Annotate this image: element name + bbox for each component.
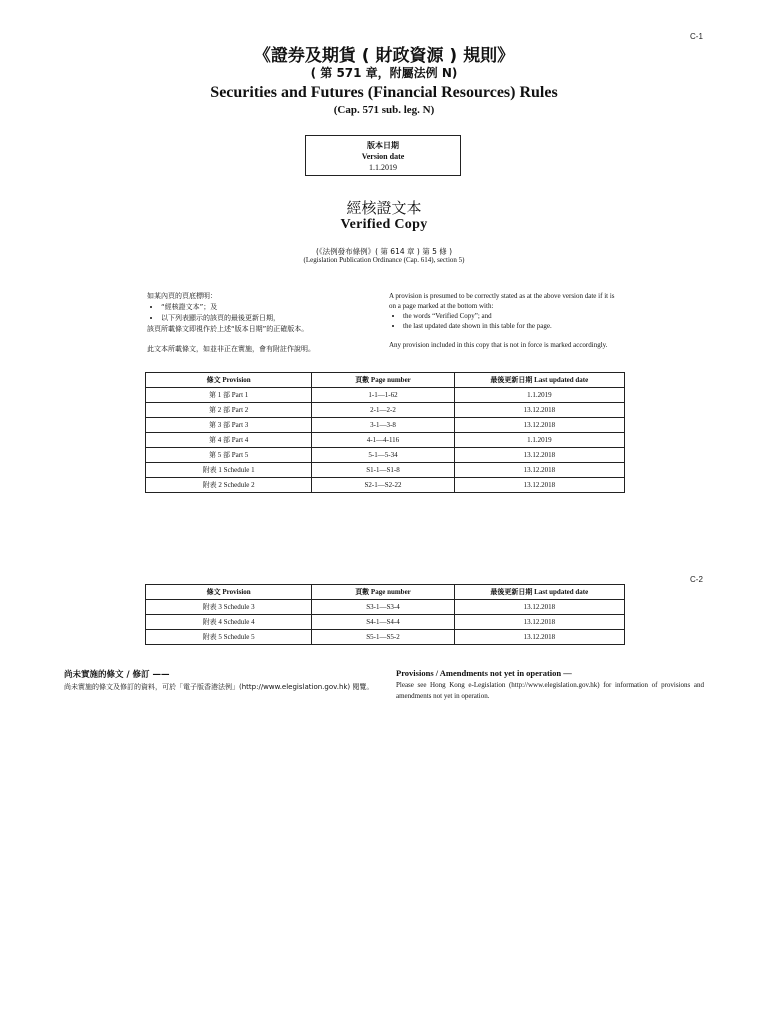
cell-last-updated: 13.12.2018 — [454, 615, 624, 630]
page-code-c2: C-2 — [690, 575, 703, 584]
not-in-operation-heading-en: Provisions / Amendments not yet in operation — — [396, 668, 572, 678]
title-chinese: 《證券及期貨 ( 財政資源 ) 規則》 — [253, 46, 515, 66]
cell-page-number: S1-1—S1-8 — [312, 463, 454, 478]
not-in-operation-body-zh: 尚未實施的條文及修訂的資料，可於「電子版香港法例」(http://www.elegislation.gov.hk) 閱覽。 — [64, 683, 374, 691]
version-date-box — [305, 135, 461, 176]
cell-page-number: S2-1—S2-22 — [312, 478, 454, 493]
table-row — [146, 448, 625, 463]
note-zh-line3: 此文本所載條文，如並非正在實施，會有附註作說明。 — [147, 345, 315, 353]
cell-provision: 第 1 部 Part 1 — [146, 388, 312, 403]
cell-last-updated: 13.12.2018 — [454, 403, 624, 418]
cell-page-number: S4-1—S4-4 — [312, 615, 454, 630]
not-in-operation-body-en: Please see Hong Kong e-Legislation (http://www.elegislation.gov.hk) for information of provisions and amendments not yet in operation. — [396, 681, 704, 700]
version-date-label-zh: 版本日期 — [367, 141, 399, 150]
not-in-operation-heading-zh: 尚未實施的條文 / 修訂 —— — [64, 670, 170, 680]
cell-page-number: 4-1—4-116 — [312, 433, 454, 448]
cell-page-number: S5-1—S5-2 — [312, 630, 454, 645]
header-page-number: 頁數 Page number — [312, 585, 454, 600]
cell-provision: 附表 3 Schedule 3 — [146, 600, 312, 615]
cell-last-updated: 13.12.2018 — [454, 418, 624, 433]
publication-source-zh: (《法例發布條例》( 第 614 章 ) 第 5 條 ) — [315, 247, 453, 256]
cell-last-updated: 13.12.2018 — [454, 600, 624, 615]
cell-provision: 第 2 部 Part 2 — [146, 403, 312, 418]
header-provision: 條文 Provision — [146, 373, 312, 388]
verified-copy-en: Verified Copy — [340, 217, 428, 232]
cell-provision: 附表 1 Schedule 1 — [146, 463, 312, 478]
note-zh-bullet1: • “經核證文本”；及 — [161, 302, 377, 313]
note-en-bullet2: • the last updated date shown in this table for the page. — [403, 321, 619, 331]
page-code-c1: C-1 — [690, 32, 703, 41]
subtitle-chinese: ( 第 571 章，附屬法例 N) — [310, 66, 458, 80]
cell-provision: 附表 4 Schedule 4 — [146, 615, 312, 630]
not-in-operation-zh — [64, 668, 376, 693]
table-row — [146, 418, 625, 433]
cell-last-updated: 13.12.2018 — [454, 478, 624, 493]
note-en-para1: A provision is presumed to be correctly stated as at the above version date if it is on a page marked at the bottom with: — [389, 292, 615, 310]
table-row — [146, 615, 625, 630]
cell-page-number: 3-1—3-8 — [312, 418, 454, 433]
table-row — [146, 463, 625, 478]
publication-source-en: (Legislation Publication Ordinance (Cap. 614), section 5) — [303, 256, 465, 264]
header-last-updated: 最後更新日期 Last updated date — [454, 585, 624, 600]
table-header-row — [146, 585, 625, 600]
note-zh-line1: 如某內頁的頁底標明： — [147, 292, 217, 300]
verified-copy-zh: 經核證文本 — [346, 199, 422, 217]
table-row — [146, 403, 625, 418]
not-in-operation-en — [396, 668, 704, 702]
version-date-value: 1.1.2019 — [369, 163, 397, 172]
cell-page-number: 2-1—2-2 — [312, 403, 454, 418]
cell-last-updated: 13.12.2018 — [454, 463, 624, 478]
cell-page-number: S3-1—S3-4 — [312, 600, 454, 615]
notes-chinese — [147, 291, 377, 355]
note-zh-line2: 該頁所載條文即視作於上述“版本日期”的正確版本。 — [147, 325, 309, 333]
cell-page-number: 1-1—1-62 — [312, 388, 454, 403]
cell-provision: 第 5 部 Part 5 — [146, 448, 312, 463]
table-row — [146, 630, 625, 645]
table-row — [146, 433, 625, 448]
version-date-label-en: Version date — [361, 152, 405, 161]
cell-last-updated: 13.12.2018 — [454, 448, 624, 463]
cell-provision: 第 4 部 Part 4 — [146, 433, 312, 448]
cell-last-updated: 13.12.2018 — [454, 630, 624, 645]
cell-page-number: 5-1—5-34 — [312, 448, 454, 463]
note-en-para2: Any provision included in this copy that is not in force is marked accordingly. — [389, 341, 608, 349]
header-page-number: 頁數 Page number — [312, 373, 454, 388]
cell-provision: 第 3 部 Part 3 — [146, 418, 312, 433]
table-row — [146, 478, 625, 493]
subtitle-english: (Cap. 571 sub. leg. N) — [333, 104, 435, 116]
title-english: Securities and Futures (Financial Resources) Rules — [210, 84, 558, 101]
table-header-row — [146, 373, 625, 388]
header-provision: 條文 Provision — [146, 585, 312, 600]
cell-last-updated: 1.1.2019 — [454, 433, 624, 448]
notes-english — [389, 291, 619, 350]
cell-last-updated: 1.1.2019 — [454, 388, 624, 403]
header-last-updated: 最後更新日期 Last updated date — [454, 373, 624, 388]
provisions-table-2 — [145, 584, 625, 645]
provisions-table-1 — [145, 372, 625, 493]
table-row — [146, 600, 625, 615]
note-en-bullet1: • the words “Verified Copy”; and — [403, 311, 619, 321]
cell-provision: 附表 5 Schedule 5 — [146, 630, 312, 645]
cell-provision: 附表 2 Schedule 2 — [146, 478, 312, 493]
table-row — [146, 388, 625, 403]
note-zh-bullet2: • 以下列表顯示的該頁的最後更新日期， — [161, 313, 377, 324]
